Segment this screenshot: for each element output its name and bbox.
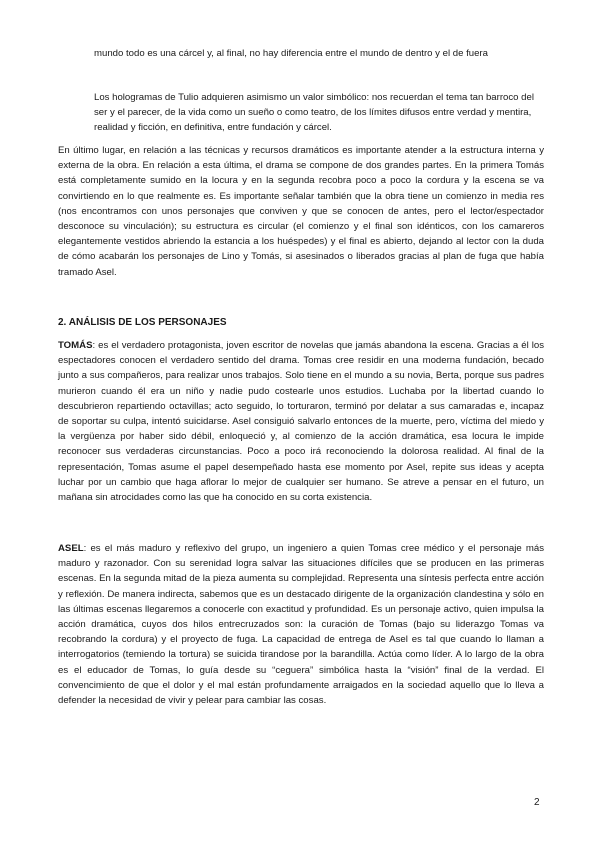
character-paragraph-asel — [58, 541, 544, 708]
section-heading: 2. ANÁLISIS DE LOS PERSONAJES — [58, 317, 227, 328]
character-name-asel: ASEL — [58, 543, 84, 554]
quote-paragraph-2: Los hologramas de Tulio adquieren asimismo un valor simbólico: nos recuerdan el tema tan barroco del ser y el parecer, de la vida como un sueño o como teatro, de los límites difusos entre verdad y mentira, realidad y ficción, en definitiva, entre fundación y cárcel. — [94, 92, 534, 133]
character-text-asel: : es el más maduro y reflexivo del grupo, un ingeniero a quien Tomas cree médico y el personaje más maduro y razonador. Con su serenidad logra salvar las situaciones difíciles que se producen en las primeras escenas. En la segunda mitad de la pieza aumenta su complejidad. Representa una síntesis perfecta entre acción y reflexión. De manera indirecta, sabemos que es un destacado dirigente de la organización clandestina y sólo en las últimas escenas llegaremos a conocerle con exactitud y profundidad. Es un personaje activo, quien impulsa la acción dramática, cuyos dos hilos entrecruzados son: la curación de Tomas (bajo su liderazgo Tomas va recobrando la cordura) y el proyecto de fuga. La capacidad de entrega de Asel es tal que cuando lo llaman a interrogatorios (temiendo la tortura) se suicida tirandose por la barandilla. Actúa como líder. A lo largo de la obra es el educador de Tomas, lo guía desde su “ceguera” simbólica hasta la “visión” final de la verdad. El convencimiento de que el dolor y el mal están profundamente arraigados en la sociedad aquello que lo lleva a defender la necesidad de vivir y pelear para cambiar las cosas. — [58, 543, 544, 707]
character-name-tomas: TOMÁS — [58, 340, 93, 351]
character-text-tomas: : es el verdadero protagonista, joven escritor de novelas que jamás abandona la escena. Gracias a él los espectadores conocen el verdadero sentido del drama. Tomas cree residir en una moderna fundación, becado junto a sus compañeros, para realizar unos trabajos. Solo tiene en el mundo a su novia, Berta, porque sus padres murieron cuando él era un niño y nadie pudo costearle unos estudios. Luchaba por la libertad cuando lo descubrieron repartiendo octavillas; acto seguido, lo torturaron, terminó por delatar a sus camaradas e, incapaz de soportar su culpa, intentó suicidarse. Asel consiguió salvarlo entonces de la muerte, pero, víctima del miedo y la vergüenza por haber sido débil, enloqueció y, al comienzo de la acción dramática, esa locura le impide reconocer sus verdaderas circunstancias. Poco a poco irá reconociendo la dolorosa realidad. Al final de la representación, Tomas asume el papel desempeñado hasta ese momento por Asel, repite sus ideas y acepta luchar por un cambio que haga aflorar lo mejor de cualquier ser humano. Se atreve a pensar en el futuro, un mañana sin atrocidades como las que ha conocido en su corta existencia. — [58, 340, 544, 504]
page-number: 2 — [534, 797, 540, 808]
character-paragraph-tomas — [58, 338, 544, 505]
quote-paragraph-1: mundo todo es una cárcel y, al final, no hay diferencia entre el mundo de dentro y el de fuera — [94, 48, 488, 59]
structure-paragraph: En último lugar, en relación a las técnicas y recursos dramáticos es importante atender a la estructura interna y externa de la obra. En relación a esta última, el drama se compone de dos grandes partes. En la primera Tomás está completamente sumido en la locura y en la segunda recobra poco a poco la cordura y la escena se va convirtiendo en lo que realmente es. Es importante señalar también que la obra tiene un comienzo in media res (nos encontramos con unos personajes que conviven y que se conocen de antes, pero el lector/espectador desconoce su vinculación); su estructura es circular (el comienzo y el final son idénticos, con los camareros elegantemente vestidos abriendo la estancia a los huéspedes) y el final es abierto, dejando al lector con la duda de cómo acabarán los personajes de Lino y Tomás, si asesinados o liberados gracias al plan de fuga que había tramado Asel. — [58, 145, 544, 278]
